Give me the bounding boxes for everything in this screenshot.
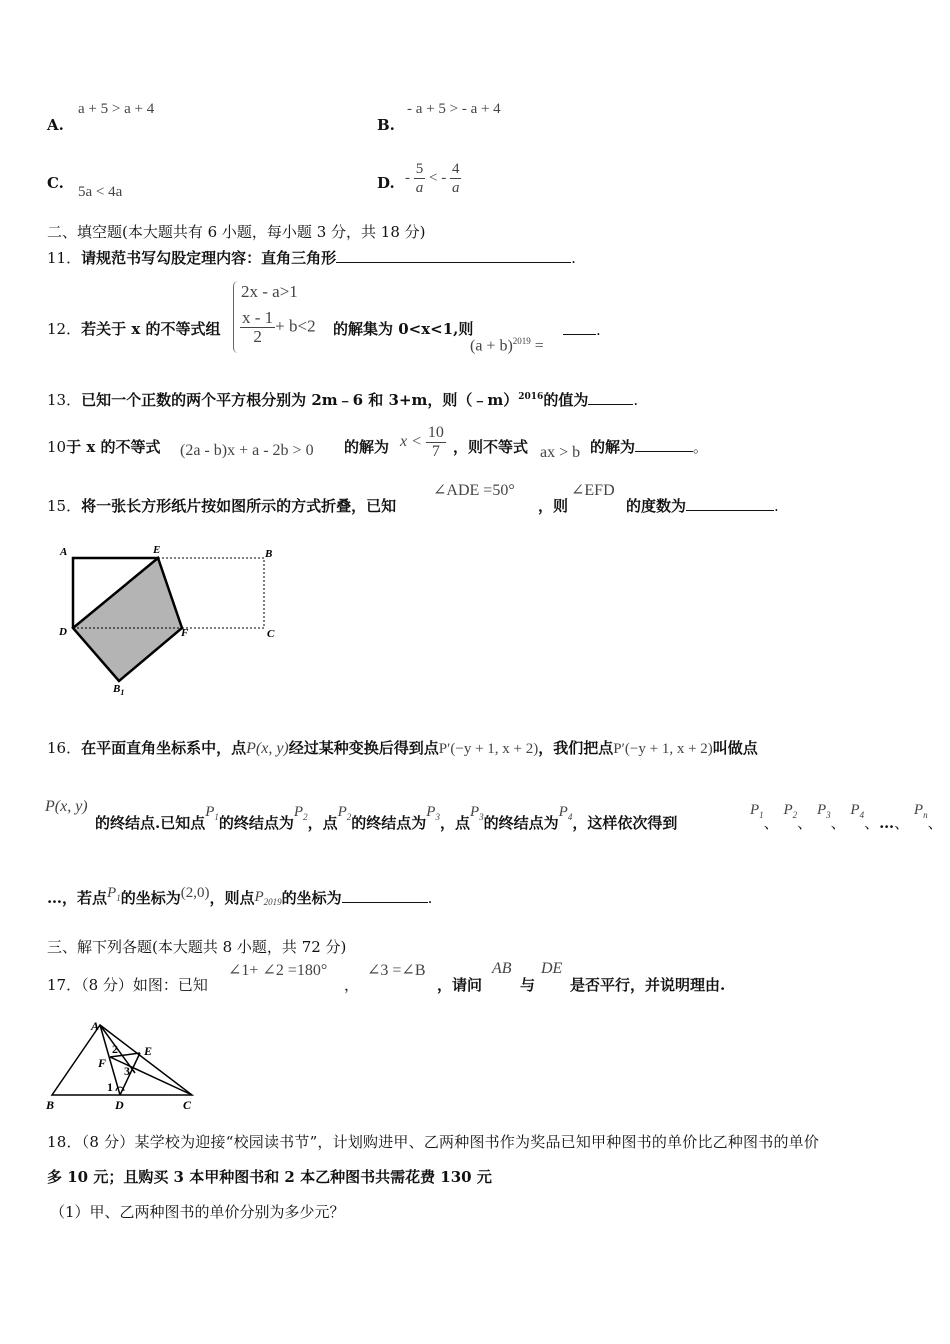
q12-blank[interactable]	[563, 320, 596, 335]
fig17-label-a: A	[91, 1019, 100, 1033]
q17-cond2: ∠3 =∠B	[367, 962, 426, 979]
q17-ab: AB	[492, 960, 512, 977]
fig17-label-c: C	[183, 1098, 192, 1112]
q17-comma: ，	[344, 976, 360, 994]
q11-blank[interactable]	[336, 248, 571, 263]
option-c-label: C.	[47, 174, 64, 192]
q16-P2: P(x, y)	[45, 798, 88, 815]
fig15-folded-part	[73, 558, 182, 681]
fig15-label-a: A	[60, 546, 68, 558]
q12-answer: .	[563, 320, 601, 339]
fig17-label-f: F	[98, 1056, 107, 1070]
q12-expr: $(a + b)^{2019}$ =	[470, 336, 544, 355]
q15-prefix: 15．将一张长方形纸片按如图所示的方式折叠，已知	[47, 497, 397, 515]
q14-prefix: 10于 x 的不等式	[47, 438, 161, 456]
q15-answer: 的度数为 .	[626, 497, 779, 515]
fig17-label-1: 1	[107, 1080, 113, 1094]
q14-blank[interactable]	[635, 437, 693, 452]
fig17-label-e: E	[144, 1044, 153, 1058]
fig17-label-2: 2	[112, 1042, 118, 1056]
q17-de: DE	[541, 960, 563, 977]
q16-line3: …，若点$P_1$的坐标为(2,0)，则点$P_{2019}$的坐标为 .	[47, 885, 433, 907]
fig15-label-b1: $B_1$	[113, 683, 125, 697]
q15-angle2: ∠EFD	[571, 482, 615, 499]
q18-line1: 18．（8 分）某学校为迎接“校园读书节”，计划购进甲、乙两种图书作为奖品已知甲种图书的单价比乙种图书的单价	[47, 1133, 820, 1151]
fig15-label-c: C	[267, 628, 275, 640]
fig15-label-d: D	[59, 626, 67, 638]
q14-text3: ，则不等式	[453, 438, 529, 456]
q14-text2: 的解为	[344, 438, 390, 456]
section2-heading: 二、填空题(本大题共有 6 小题，每小题 3 分，共 18 分)	[47, 223, 426, 241]
fig15-label-b: B	[265, 548, 273, 560]
fig17-label-d: D	[115, 1098, 124, 1112]
option-a-label: A.	[47, 116, 64, 134]
option-b-label: B.	[377, 116, 395, 134]
q12-line1: 2x - a>1	[241, 282, 298, 301]
q15-text2: ，则	[538, 497, 569, 515]
q14-x-frac: x < $\frac{10}{7}$	[400, 424, 444, 460]
option-c-expr: 5a < 4a	[78, 184, 123, 200]
q18-sub1: （1）甲、乙两种图书的单价分别为多少元？	[50, 1203, 345, 1221]
q13: 13．已知一个正数的两个平方根分别为 2m﹣6 和 3+m，则（﹣m）$^{2016}$的值为 .	[47, 391, 639, 409]
q12-prefix: 12．若关于 x 的不等式组	[47, 320, 221, 338]
q11: 11．请规范书写勾股定理内容：直角三角形 .	[47, 249, 576, 267]
q14-ineq: (2a - b)x + a - 2b > 0	[180, 442, 314, 459]
option-b-expr: - a + 5 > - a + 4	[407, 101, 501, 117]
fig17-label-3: 3	[124, 1064, 130, 1078]
q12-text2: 的解集为 0<x<1,则	[333, 320, 474, 338]
q16-line1: 16．在平面直角坐标系中，点P(x, y)经过某种变换后得到点P′(−y + 1, x + 2)，我们把点P′(−y + 1, x + 2)叫做点	[47, 739, 758, 757]
fig15-label-f: F	[181, 627, 189, 639]
q18-line2: 多 10 元；且购买 3 本甲种图书和 2 本乙种图书共需花费 130 元	[47, 1168, 492, 1186]
q17-cond1: ∠1+ ∠2 =180°	[228, 962, 328, 979]
q13-blank[interactable]	[588, 390, 633, 405]
q15-angle1: ∠ADE =50°	[433, 482, 515, 499]
q17-prefix: 17．（8 分）如图：已知	[47, 976, 208, 994]
option-a-expr: a + 5 > a + 4	[78, 101, 155, 117]
q16-blank[interactable]	[342, 888, 428, 903]
q15-blank[interactable]	[686, 496, 774, 511]
q17-t2: ，请问	[437, 976, 483, 994]
section3-heading: 三、解下列各题(本大题共 8 小题，共 72 分)	[47, 938, 347, 956]
q14-answer: 的解为 。	[590, 438, 709, 456]
q12-brace	[233, 281, 238, 353]
fig15-diagram	[55, 538, 285, 698]
fig15-label-e: E	[153, 544, 161, 556]
q12-line2: $\frac{x - 1}{2}$ + b<2	[242, 308, 316, 346]
q16-sequence: $P_1$、 $P_2$、 $P_3$、 $P_4$、…、 $P_n$、	[750, 802, 943, 832]
fig17-label-b: B	[46, 1098, 55, 1112]
option-d-expr: - $\frac{5}{a}$ < - $\frac{4}{a}$	[405, 161, 460, 196]
q17-t3: 与	[520, 976, 536, 994]
fig17-diagram	[40, 1015, 210, 1115]
q17-t4: 是否平行，并说明理由.	[570, 976, 726, 994]
option-d-label: D.	[377, 174, 395, 192]
q14-ineq2: ax > b	[540, 444, 581, 461]
q16-line2: 的终结点.已知点$P_1$的终结点为$P_2$，点$P_2$的终结点为$P_3$，点$P_3$的终结点为$P_4$，这样依次得到	[95, 804, 678, 832]
